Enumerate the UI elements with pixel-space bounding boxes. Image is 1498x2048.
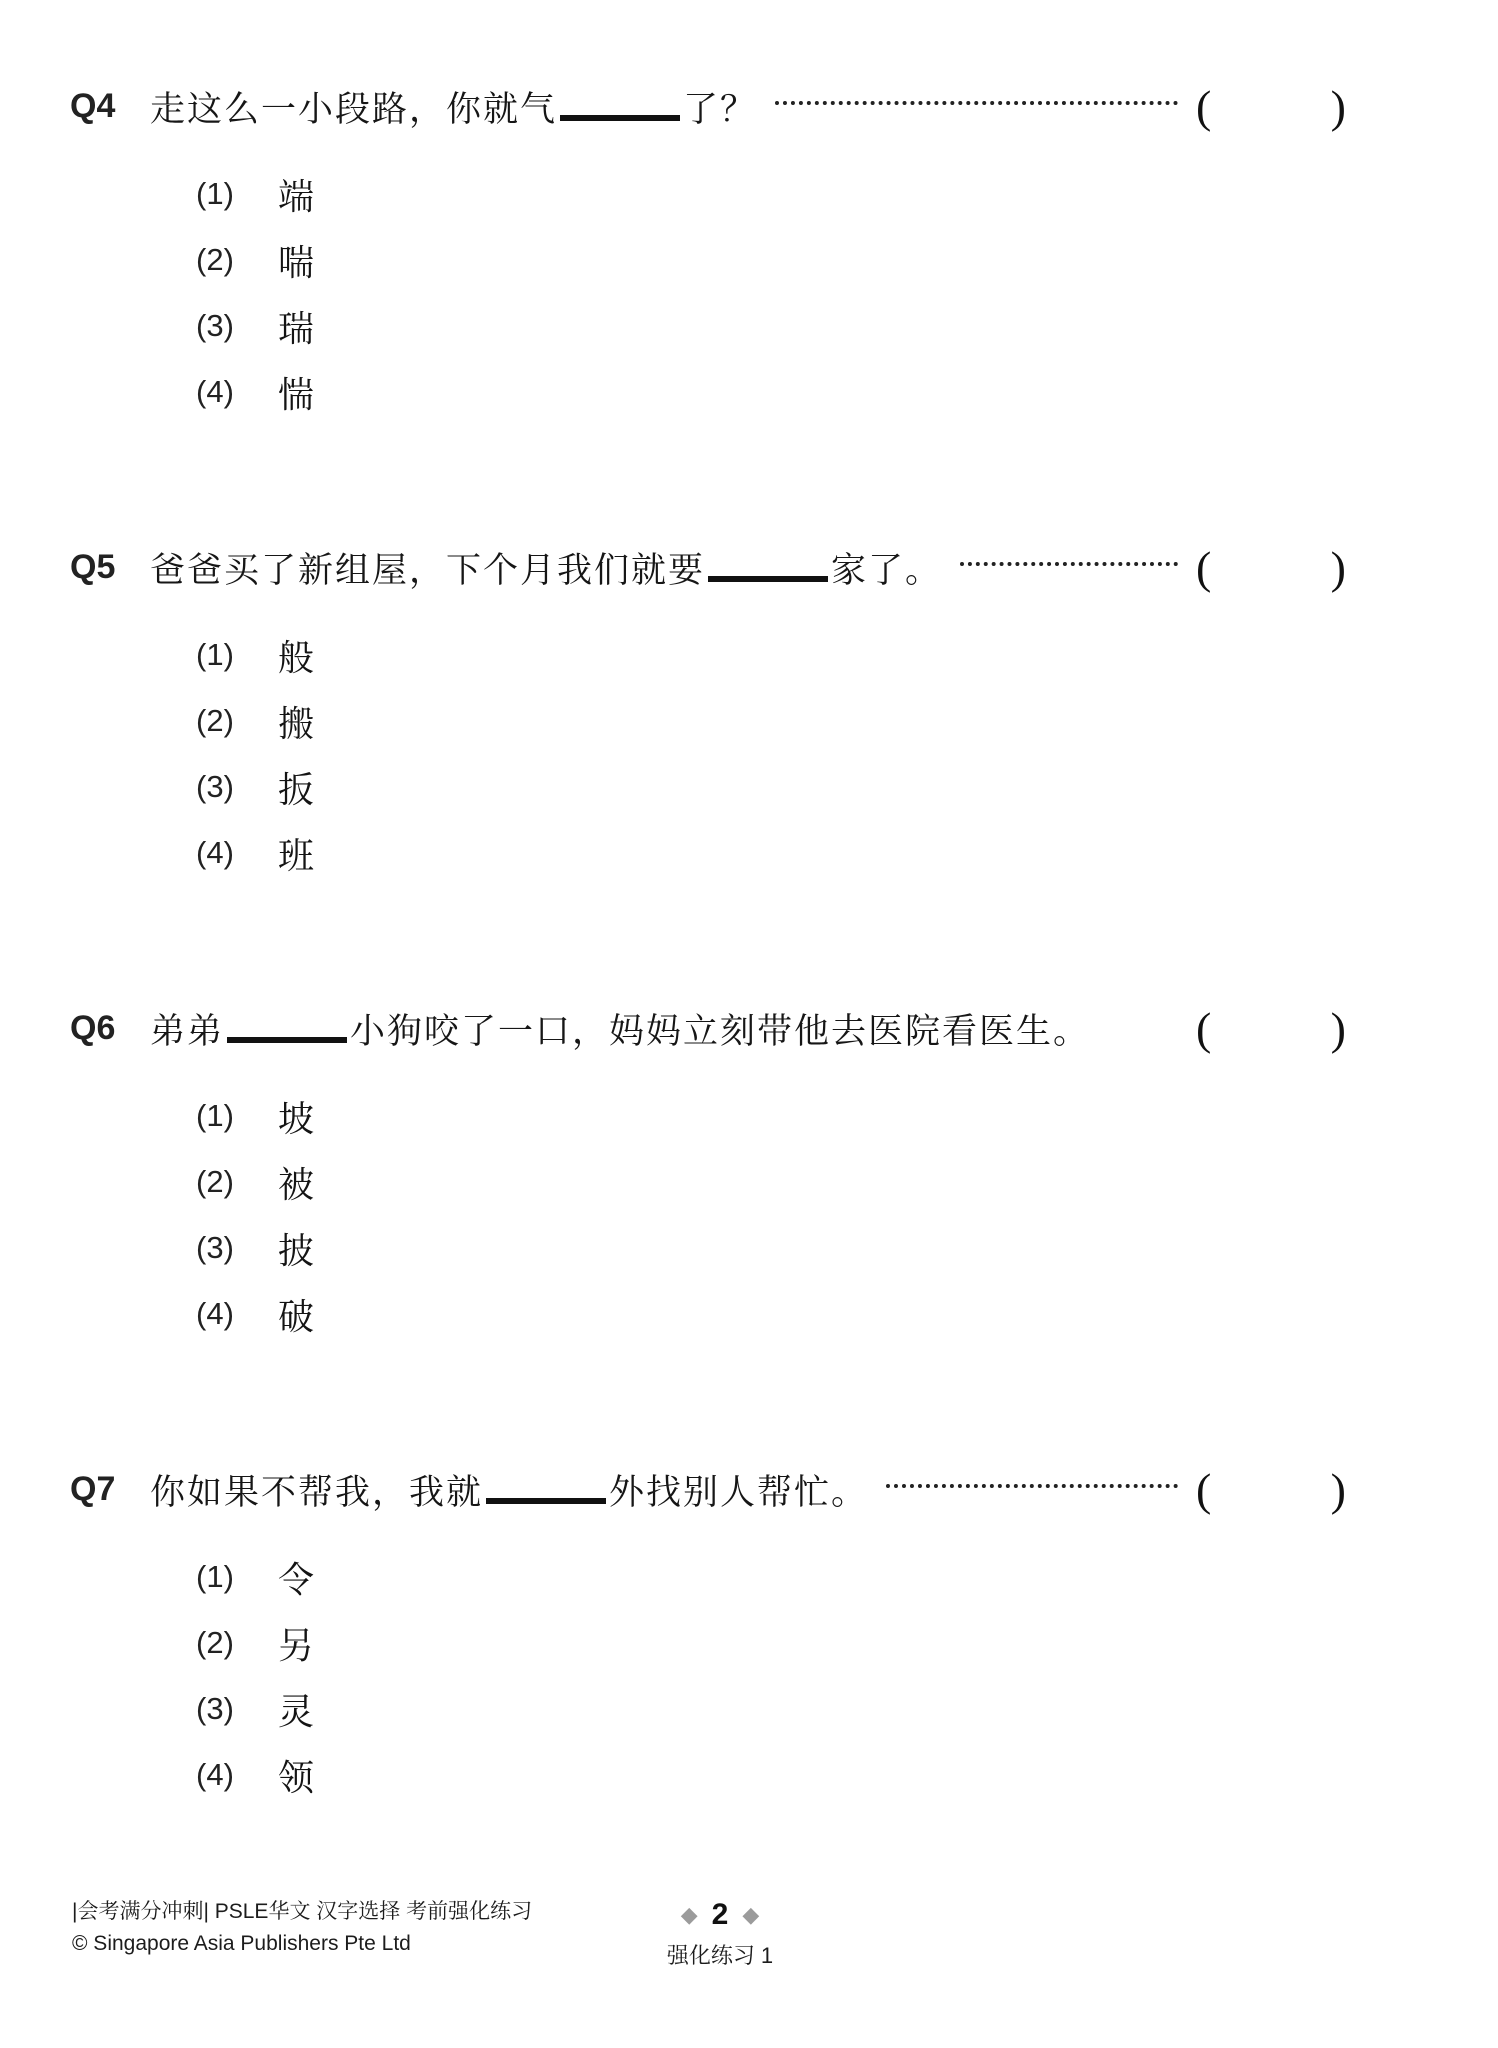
option-character: 瑞 — [278, 308, 315, 349]
question-q4 — [70, 80, 1428, 425]
sentence-after-blank: 了？ — [683, 89, 758, 129]
paren-close: ) — [1330, 542, 1346, 593]
question-q5 — [70, 541, 1428, 886]
option-row — [196, 359, 1428, 425]
option-number: (2) — [196, 703, 234, 738]
answer-parens — [1196, 541, 1346, 594]
option-number: (3) — [196, 308, 234, 343]
option-number: (3) — [196, 769, 234, 804]
question-q6-row — [70, 1002, 1428, 1055]
sentence-after-blank: 小狗咬了一口，妈妈立刻带他去医院看医生。 — [350, 1011, 1091, 1051]
dotted-leader — [775, 101, 1178, 105]
option-character: 端 — [278, 176, 315, 217]
sentence-after-blank: 家了。 — [831, 550, 943, 590]
option-row — [196, 1149, 1428, 1215]
section-label: 强化练习 1 — [666, 1943, 774, 1968]
sentence-before-blank: 弟弟 — [150, 1011, 225, 1051]
answer-parens — [1196, 1463, 1346, 1516]
options-list — [70, 1544, 1428, 1808]
option-character: 惴 — [278, 374, 315, 415]
paren-close: ) — [1330, 1003, 1346, 1054]
question-label: Q4 — [70, 87, 116, 125]
sentence-before-blank: 走这么一小段路，你就气 — [150, 89, 558, 129]
option-row — [196, 1610, 1428, 1676]
question-q5-row — [70, 541, 1428, 594]
option-character: 般 — [278, 637, 315, 678]
question-q4-row — [70, 80, 1428, 133]
option-number: (1) — [196, 1559, 234, 1594]
option-row — [196, 161, 1428, 227]
question-q7 — [70, 1463, 1428, 1808]
options-list — [70, 622, 1428, 886]
option-number: (3) — [196, 1691, 234, 1726]
sentence-before-blank: 你如果不帮我，我就 — [150, 1472, 484, 1512]
option-row — [196, 227, 1428, 293]
dotted-leader — [960, 562, 1178, 566]
sentence-before-blank: 爸爸买了新组屋，下个月我们就要 — [150, 550, 706, 590]
paren-open: ( — [1196, 1464, 1212, 1515]
paren-open: ( — [1196, 542, 1212, 593]
question-sentence — [150, 1004, 1090, 1054]
question-label: Q5 — [70, 548, 116, 586]
option-number: (1) — [196, 1098, 234, 1133]
option-row — [196, 1281, 1428, 1347]
option-character: 班 — [278, 835, 315, 876]
option-row — [196, 820, 1428, 886]
option-character: 另 — [278, 1625, 315, 1666]
page-number-row — [600, 1898, 840, 1932]
paren-close: ) — [1330, 81, 1346, 132]
option-row — [196, 1083, 1428, 1149]
question-sentence — [150, 543, 942, 593]
option-number: (1) — [196, 176, 234, 211]
option-character: 领 — [278, 1757, 315, 1798]
option-character: 披 — [278, 1230, 315, 1271]
paren-open: ( — [1196, 81, 1212, 132]
option-number: (2) — [196, 1625, 234, 1660]
option-row — [196, 622, 1428, 688]
question-label: Q7 — [70, 1470, 116, 1508]
option-number: (2) — [196, 242, 234, 277]
sentence-after-blank: 外找别人帮忙。 — [609, 1472, 869, 1512]
option-number: (4) — [196, 1296, 234, 1331]
option-character: 搬 — [278, 703, 315, 744]
options-list — [70, 161, 1428, 425]
paren-close: ) — [1330, 1464, 1346, 1515]
option-character: 破 — [278, 1296, 315, 1337]
option-row — [196, 1215, 1428, 1281]
footer-imprint — [72, 1896, 532, 1959]
option-number: (3) — [196, 1230, 234, 1265]
blank-line — [560, 87, 680, 120]
question-q7-row — [70, 1463, 1428, 1516]
option-row — [196, 1742, 1428, 1808]
option-number: (1) — [196, 637, 234, 672]
dotted-leader — [886, 1484, 1178, 1488]
option-row — [196, 688, 1428, 754]
diamond-icon: ◆ — [742, 1902, 760, 1927]
option-row — [196, 754, 1428, 820]
option-character: 令 — [278, 1559, 315, 1600]
option-character: 扳 — [278, 769, 315, 810]
options-list — [70, 1083, 1428, 1347]
option-row — [196, 1544, 1428, 1610]
option-row — [196, 293, 1428, 359]
question-q6 — [70, 1002, 1428, 1347]
option-row — [196, 1676, 1428, 1742]
option-character: 坡 — [278, 1098, 315, 1139]
footer-series-title: |会考满分冲刺| PSLE华文 汉字选择 考前强化练习 — [72, 1900, 533, 1923]
answer-parens — [1196, 80, 1346, 133]
option-character: 灵 — [278, 1691, 315, 1732]
footer-page-info — [600, 1898, 840, 1970]
option-number: (4) — [196, 374, 234, 409]
answer-parens — [1196, 1002, 1346, 1055]
option-number: (4) — [196, 835, 234, 870]
question-sentence — [150, 1465, 868, 1515]
question-sentence — [150, 82, 757, 132]
option-character: 喘 — [278, 242, 315, 283]
blank-line — [486, 1470, 606, 1503]
blank-line — [708, 548, 828, 581]
option-number: (2) — [196, 1164, 234, 1199]
paren-open: ( — [1196, 1003, 1212, 1054]
page-number: 2 — [711, 1898, 729, 1931]
question-label: Q6 — [70, 1009, 116, 1047]
option-character: 被 — [278, 1164, 315, 1205]
blank-line — [227, 1009, 347, 1042]
footer-copyright: © Singapore Asia Publishers Pte Ltd — [72, 1931, 411, 1955]
option-number: (4) — [196, 1757, 234, 1792]
diamond-icon: ◆ — [680, 1902, 698, 1927]
